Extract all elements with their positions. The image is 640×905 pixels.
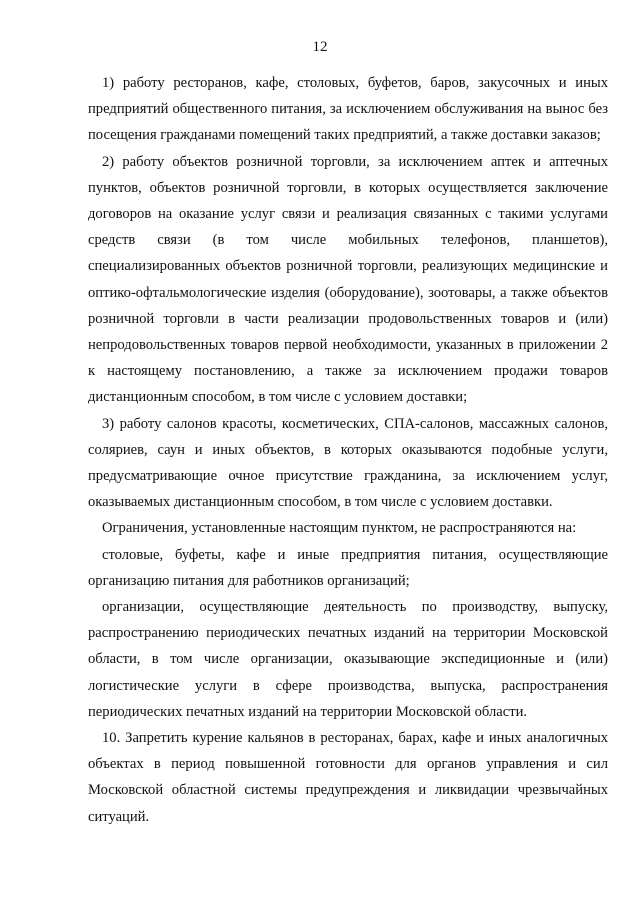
paragraph-exception-press: организации, осуществляющие деятельность по производству, выпуску, распространению периодических печатных изданий на территории Московской области, в том числе организации, оказывающие экспедиционные и (или) логистические услуги в сфере производства, выпуска, распространения периодических печатных изданий на территории Московской области. (88, 599, 608, 720)
page-number: 12 (312, 39, 328, 55)
paragraph-restaurants: 1) работу ресторанов, кафе, столовых, буфетов, баров, закусочных и иных предприятий общественного питания, за исключением обслуживания на вынос без посещения гражданами помещений таких предприятий, а также доставки заказов; (88, 75, 608, 144)
paragraph-hookah-ban: 10. Запретить курение кальянов в ресторанах, барах, кафе и иных аналогичных объектах в период повышенной готовности для органов управления и сил Московской областной системы предупреждения и ликвидации чрезвычайных ситуаций. (88, 730, 608, 825)
paragraph-exceptions-intro: Ограничения, установленные настоящим пунктом, не распространяются на: (102, 520, 577, 537)
paragraph-beauty-salons: 3) работу салонов красоты, косметических, СПА-салонов, массажных салонов, соляриев, саун и иных объектов, в которых оказываются подобные услуги, предусматривающие очное присутствие гражданина, за исключением услуг, оказываемых дистанционным способом, в том числе с условием доставки. (88, 415, 608, 511)
paragraph-retail: 2) работу объектов розничной торговли, за исключением аптек и аптечных пунктов, объектов розничной торговли, в которых осуществляется заключение договоров на оказание услуг связи и реализация связанных с такими услугами средств связи (в том числе мобильных телефонов, планшетов), специализированных объектов розничной торговли, реализующих медицинские и оптико-офтальмологические изделия (оборудование), зоотовары, а также объектов розничной торговли в части реализации продовольственных товаров и (или) непродовольственных товаров первой необходимости, указанных в приложении 2 к настоящему постановлению, а также за исключением продажи товаров дистанционным способом, в том числе с условием доставки; (88, 153, 608, 406)
paragraph-exception-canteens: столовые, буфеты, кафе и иные предприятия питания, осуществляющие организацию питания для работников организаций; (88, 546, 608, 589)
document-body (88, 70, 608, 830)
